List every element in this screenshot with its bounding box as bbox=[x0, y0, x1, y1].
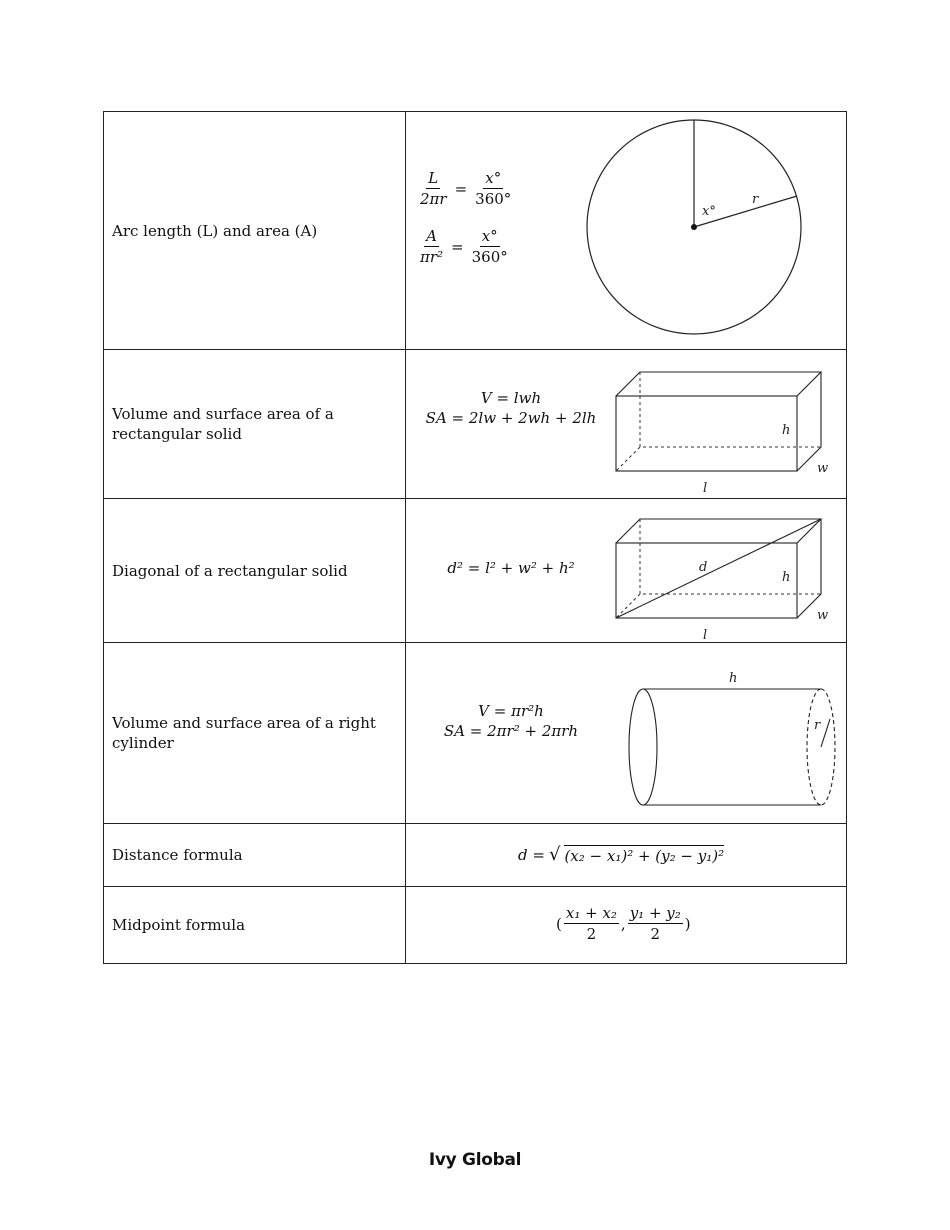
width-label: w bbox=[817, 461, 829, 476]
box-top-edges bbox=[616, 372, 821, 396]
volume-formula: V = πr²h bbox=[478, 702, 544, 720]
center-point bbox=[691, 224, 697, 230]
row-formula-cell bbox=[406, 499, 846, 642]
space-diagonal bbox=[616, 519, 821, 618]
cylinder-right-end-front bbox=[821, 689, 835, 805]
circle-figure bbox=[586, 116, 806, 336]
formula-table bbox=[103, 111, 847, 964]
box-front bbox=[616, 543, 797, 618]
row-label-cell bbox=[104, 350, 406, 498]
fraction-denominator: 2πr bbox=[420, 190, 447, 208]
row-label: Distance formula bbox=[112, 846, 243, 864]
length-label: l bbox=[703, 628, 708, 643]
fraction-numerator: x₁ + x₂ bbox=[565, 904, 617, 922]
row-label: Diagonal of a rectangular solid bbox=[112, 561, 348, 580]
row-formula-cell bbox=[406, 887, 846, 963]
box-front bbox=[616, 396, 797, 471]
close-paren: ) bbox=[684, 914, 691, 933]
row-label: Volume and surface area of a right cylinder bbox=[112, 714, 376, 752]
distance-radicand: (x₂ − x₁)² + (y₂ − y₁)² bbox=[564, 846, 725, 865]
length-label: l bbox=[703, 481, 708, 496]
row-label-cell bbox=[104, 112, 406, 349]
box-hidden-edges bbox=[640, 519, 821, 594]
cylinder-formulas bbox=[416, 701, 606, 741]
cylinder-figure bbox=[622, 661, 842, 811]
row-label-cell bbox=[104, 887, 406, 963]
table-row-midpoint bbox=[104, 887, 846, 963]
radius-label: r bbox=[752, 192, 759, 207]
box-hidden-edges bbox=[640, 372, 821, 447]
box-hidden-edge-diagonal bbox=[616, 447, 640, 471]
equals-sign: = bbox=[451, 237, 464, 256]
sqrt-sign: √ bbox=[548, 844, 561, 865]
fraction-numerator: A bbox=[426, 227, 437, 245]
midpoint-formula bbox=[556, 903, 691, 944]
table-row-rect-solid bbox=[104, 350, 846, 499]
row-formula-cell bbox=[406, 643, 846, 823]
table-row-diagonal bbox=[104, 499, 846, 643]
fraction-denominator: 2 bbox=[650, 925, 661, 943]
row-label-cell bbox=[104, 824, 406, 886]
height-label: h bbox=[729, 671, 738, 686]
fraction-numerator: L bbox=[428, 169, 439, 187]
equals-sign: = bbox=[454, 179, 468, 198]
arc-length-formula bbox=[418, 168, 513, 209]
fraction-numerator: x° bbox=[481, 227, 498, 245]
footer-brand: Ivy Global bbox=[428, 1150, 522, 1170]
fraction-denominator: πr² bbox=[420, 248, 444, 266]
angle-label: x° bbox=[702, 204, 716, 219]
diagonal-label: d bbox=[699, 560, 708, 575]
width-label: w bbox=[817, 608, 829, 623]
box-right-edges bbox=[797, 372, 821, 471]
row-label: Midpoint formula bbox=[112, 916, 246, 934]
height-label: h bbox=[782, 423, 791, 438]
row-label: Arc length (L) and area (A) bbox=[112, 221, 318, 240]
fraction-denominator: 360° bbox=[471, 248, 508, 266]
arc-area-formula bbox=[418, 226, 510, 267]
rect-solid-figure bbox=[614, 370, 844, 500]
diagonal-formula bbox=[416, 558, 606, 578]
surface-area-formula: SA = 2lw + 2wh + 2lh bbox=[425, 409, 597, 427]
distance-prefix: d = bbox=[518, 845, 545, 864]
fraction-denominator: 2 bbox=[586, 925, 597, 943]
fraction-numerator: x° bbox=[485, 169, 502, 187]
volume-formula: V = lwh bbox=[480, 389, 542, 407]
row-formula-cell bbox=[406, 112, 846, 349]
open-paren: ( bbox=[556, 914, 562, 933]
box-top-edges bbox=[616, 519, 821, 543]
row-formula-cell bbox=[406, 350, 846, 498]
row-label-cell bbox=[104, 643, 406, 823]
radius-label: r bbox=[814, 718, 821, 733]
comma: , bbox=[620, 914, 626, 933]
row-formula-cell bbox=[406, 824, 846, 886]
rect-solid-formulas bbox=[416, 388, 606, 428]
box-hidden-edge-diagonal bbox=[616, 594, 640, 618]
surface-area-formula: SA = 2πr² + 2πrh bbox=[443, 722, 579, 740]
cylinder-radius bbox=[821, 719, 830, 747]
height-label: h bbox=[782, 570, 791, 585]
box-right-edges bbox=[797, 519, 821, 618]
distance-formula bbox=[518, 844, 724, 865]
row-label: Volume and surface area of a rectangular solid bbox=[112, 405, 334, 443]
cylinder-left-end bbox=[629, 689, 657, 805]
table-row-distance bbox=[104, 824, 846, 887]
diagonal-solid-figure bbox=[614, 517, 844, 647]
row-label-cell bbox=[104, 499, 406, 642]
fraction-denominator: 360° bbox=[475, 190, 512, 208]
table-row-cylinder bbox=[104, 643, 846, 824]
cylinder-right-end-back bbox=[807, 689, 821, 805]
diagonal-equation: d² = l² + w² + h² bbox=[447, 559, 575, 577]
table-row-arc bbox=[104, 112, 846, 350]
fraction-numerator: y₁ + y₂ bbox=[629, 904, 681, 922]
